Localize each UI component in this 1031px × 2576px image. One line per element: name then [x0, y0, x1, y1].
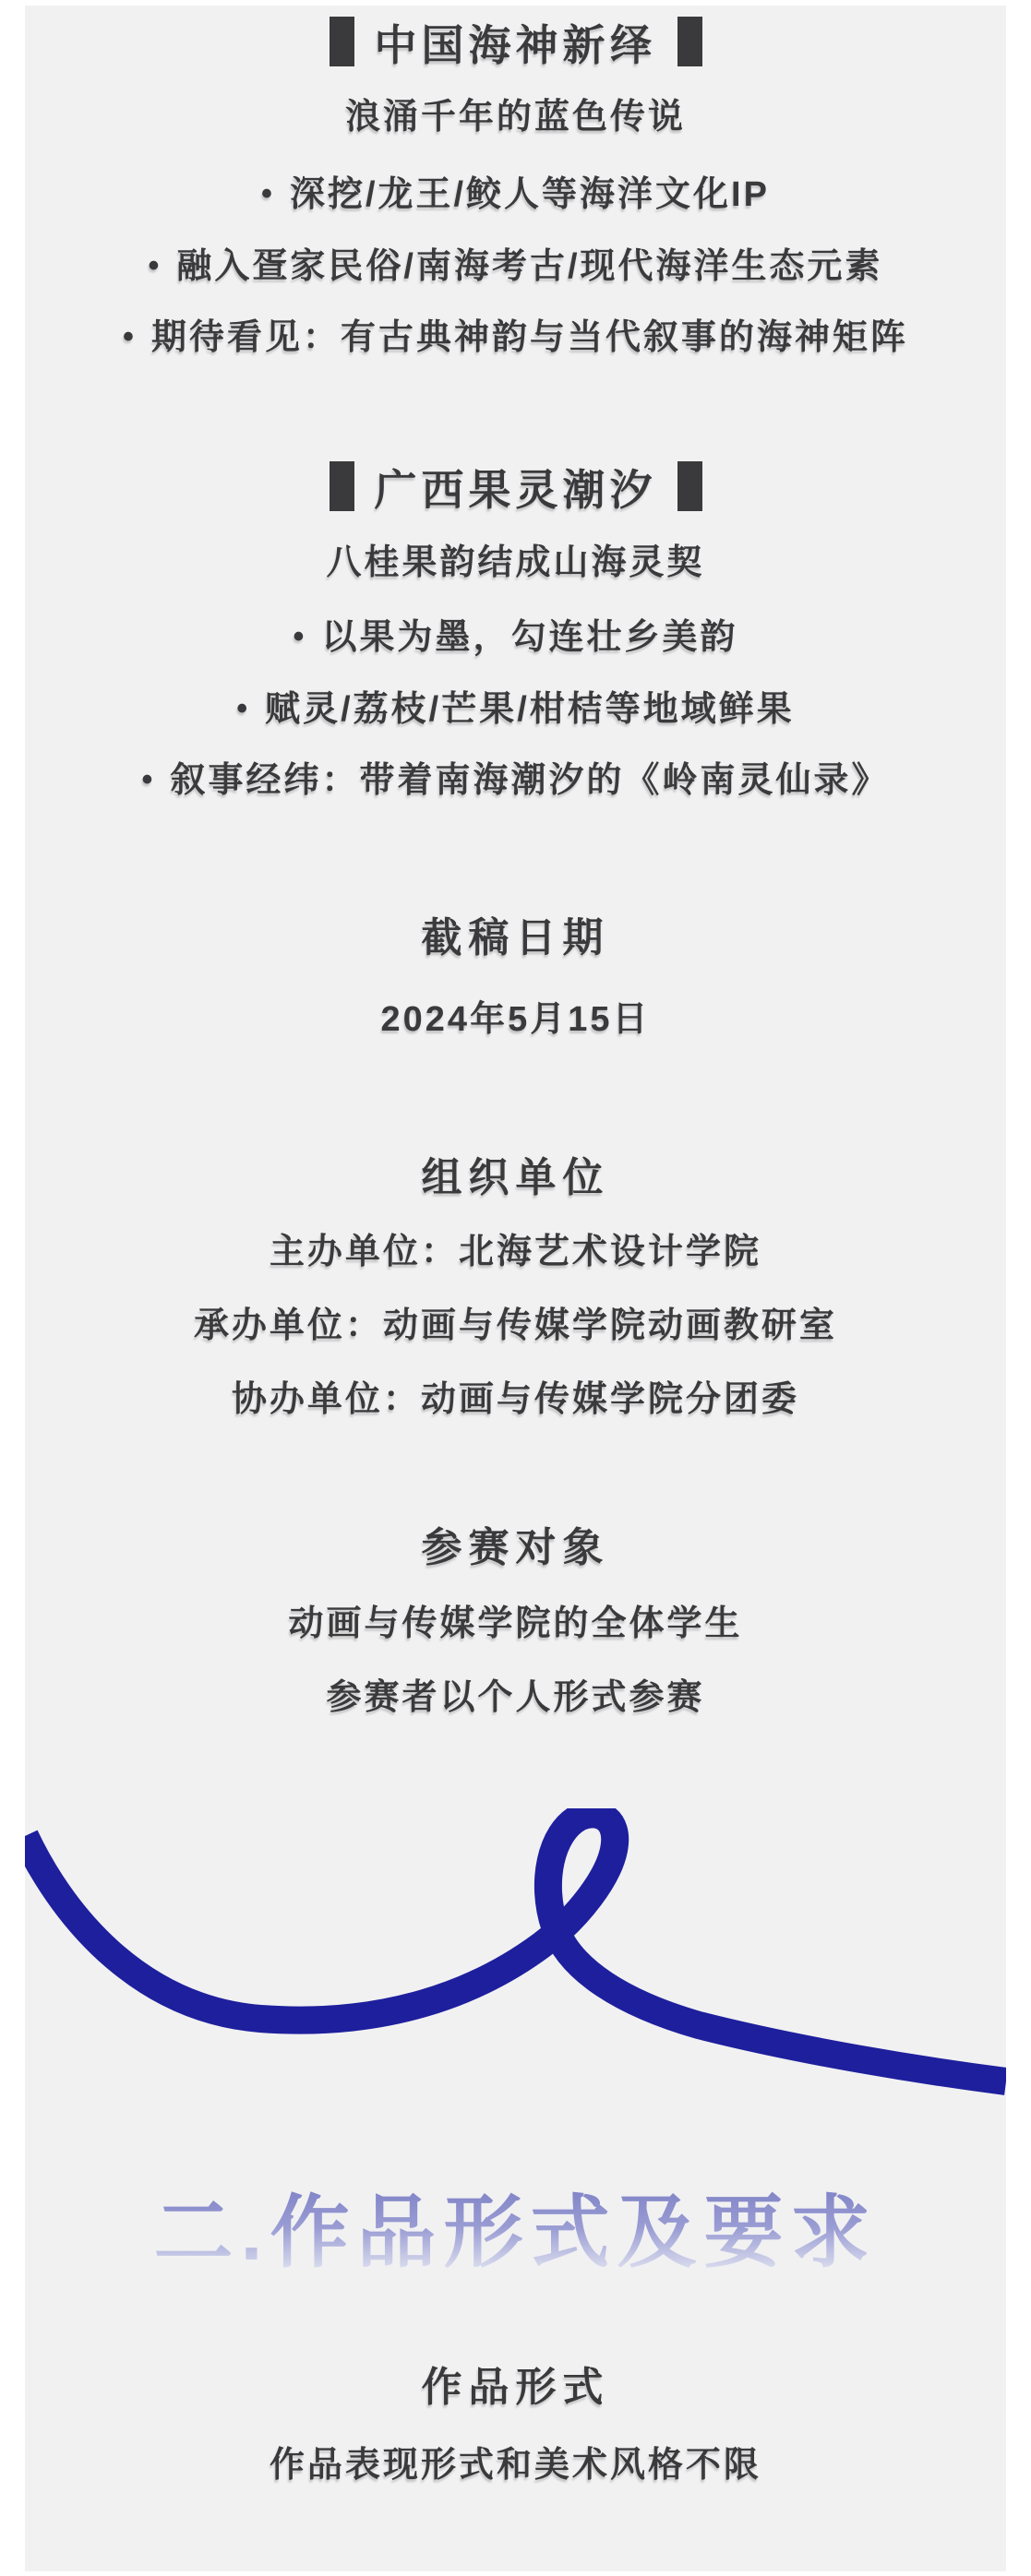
- section-two-heading: 二.作品形式及要求: [25, 2188, 1006, 2277]
- title-left-bar-icon: [330, 461, 354, 511]
- bullet-text: 深挖/龙王/鲛人等海洋文化IP: [289, 175, 770, 214]
- bullet-dot: •: [148, 248, 162, 283]
- bullet-text: 融入疍家民俗/南海考古/现代海洋生态元素: [176, 247, 883, 286]
- organizer-coorganizer: 协办单位：动画与传媒学院分团委: [231, 1380, 799, 1419]
- participants-line-1: 动画与传媒学院的全体学生: [288, 1604, 743, 1643]
- organizer-host: 主办单位：北海艺术设计学院: [269, 1233, 761, 1271]
- bullet-sea-2: [25, 244, 1006, 289]
- organizer-undertaker: 承办单位：动画与传媒学院动画教研室: [193, 1306, 837, 1345]
- squiggle-decoration: [25, 1808, 1006, 2141]
- bullet-text: 赋灵/荔枝/芒果/柑桔等地域鲜果: [265, 690, 795, 729]
- section-sea-subtitle: 浪涌千年的蓝色传说: [344, 98, 686, 137]
- section-title-guangxi: [25, 462, 1006, 515]
- work-form-heading: 作品形式: [421, 2365, 610, 2410]
- deadline-date: 2024年5月15日: [380, 1000, 651, 1039]
- bullet-guangxi-2: [25, 686, 1006, 732]
- participants-heading: 参赛对象: [421, 1525, 610, 1570]
- bullet-sea-1: [25, 172, 1006, 217]
- bullet-guangxi-3: [25, 757, 1006, 803]
- bullet-dot: •: [123, 319, 137, 354]
- bullet-dot: •: [141, 762, 156, 797]
- participants-line-2: 参赛者以个人形式参赛: [326, 1678, 705, 1717]
- deadline-heading: 截稿日期: [421, 915, 610, 960]
- title-left-bar-icon: [330, 17, 354, 66]
- bullet-dot: •: [261, 176, 275, 211]
- bullet-guangxi-1: [25, 614, 1006, 660]
- bullet-dot: •: [293, 619, 307, 654]
- title-right-bar-icon: [677, 461, 702, 511]
- section-title-sea-text: 中国海神新绎: [374, 20, 657, 69]
- bullet-text: 以果为墨，勾连壮乡美韵: [321, 618, 738, 657]
- organizers-heading: 组织单位: [421, 1155, 610, 1200]
- bullet-sea-3: [25, 315, 1006, 360]
- bullet-text: 叙事经纬：带着南海潮汐的《岭南灵仙录》: [170, 761, 890, 800]
- title-right-bar-icon: [677, 17, 702, 66]
- section-guangxi-subtitle: 八桂果韵结成山海灵契: [326, 543, 705, 582]
- poster-background: [25, 6, 1006, 2571]
- section-title-sea: [25, 18, 1006, 70]
- bullet-text: 期待看见：有古典神韵与当代叙事的海神矩阵: [150, 318, 908, 357]
- section-title-guangxi-text: 广西果灵潮汐: [374, 465, 657, 514]
- bullet-dot: •: [236, 691, 251, 726]
- work-form-line: 作品表现形式和美术风格不限: [269, 2446, 761, 2485]
- squiggle-line-icon: [25, 1808, 1006, 2141]
